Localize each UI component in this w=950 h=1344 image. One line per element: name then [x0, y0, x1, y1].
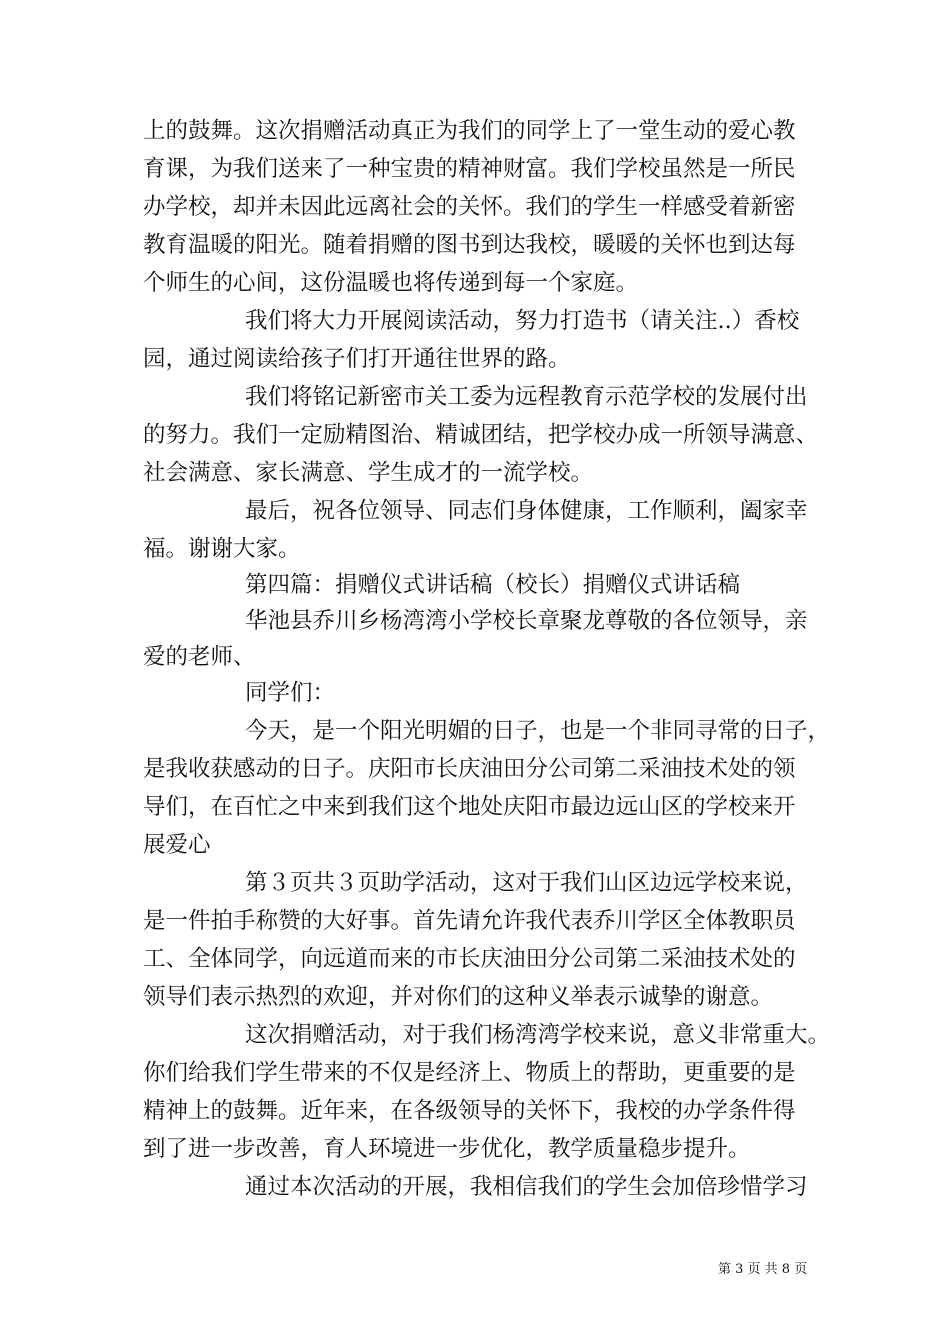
text-line: 到了进一步改善，育人环境进一步优化，教学质量稳步提升。 — [143, 1136, 751, 1162]
text-line: 教育温暖的阳光。随着捐赠的图书到达我校，暖暖的关怀也到达每 — [143, 232, 796, 258]
text-line: 我们将大力开展阅读活动，努力打造书（请关注..）香校 — [245, 308, 800, 334]
text-line: 工、全体同学，向远道而来的市长庆油田分公司第二采油技术处的 — [143, 946, 796, 972]
text-line: 上的鼓舞。这次捐赠活动真正为我们的同学上了一堂生动的爱心教 — [143, 118, 796, 144]
text-line: 是我收获感动的日子。庆阳市长庆油田分公司第二采油技术处的领 — [143, 756, 796, 782]
text-line: 导们，在百忙之中来到我们这个地处庆阳市最边远山区的学校来开 — [143, 794, 796, 820]
text-line: 我们将铭记新密市关工委为远程教育示范学校的发展付出 — [245, 384, 808, 410]
text-line: 育课，为我们送来了一种宝贵的精神财富。我们学校虽然是一所民 — [143, 156, 796, 182]
text-line: 精神上的鼓舞。近年来，在各级领导的关怀下，我校的办学条件得 — [143, 1098, 796, 1124]
text-line: 展爱心 — [143, 832, 211, 858]
text-line: 社会满意、家长满意、学生成才的一流学校。 — [143, 460, 594, 486]
text-line: 今天，是一个阳光明媚的日子，也是一个非同寻常的日子， — [245, 718, 831, 744]
text-line: 个师生的心间，这份温暖也将传递到每一个家庭。 — [143, 270, 639, 296]
text-line: 园，通过阅读给孩子们打开通往世界的路。 — [143, 346, 571, 372]
text-line: 第３页共３页助学活动，这对于我们山区边远学校来说， — [245, 870, 808, 896]
text-line: 是一件拍手称赞的大好事。首先请允许我代表乔川学区全体教职员 — [143, 908, 796, 934]
text-line: 最后，祝各位领导、同志们身体健康，工作顺利，阖家幸 — [245, 498, 808, 524]
text-line: 这次捐赠活动，对于我们杨湾湾学校来说，意义非常重大。 — [245, 1022, 831, 1048]
text-line: 的努力。我们一定励精图治、精诚团结，把学校办成一所领导满意、 — [143, 422, 819, 448]
text-line: 爱的老师、 — [143, 644, 256, 670]
text-line: 福。谢谢大家。 — [143, 536, 301, 562]
text-line: 同学们： — [245, 680, 336, 706]
text-line: 华池县乔川乡杨湾湾小学校长章聚龙尊敬的各位领导，亲 — [245, 608, 808, 634]
text-line: 办学校，却并未因此远离社会的关怀。我们的学生一样感受着新密 — [143, 194, 796, 220]
text-line: 你们给我们学生带来的不仅是经济上、物质上的帮助，更重要的是 — [143, 1060, 796, 1086]
text-line: 通过本次活动的开展，我相信我们的学生会加倍珍惜学习 — [245, 1174, 808, 1200]
section-heading: 第四篇：捐赠仪式讲话稿（校长）捐赠仪式讲话稿 — [245, 572, 741, 598]
text-line: 领导们表示热烈的欢迎，并对你们的这种义举表示诚挚的谢意。 — [143, 984, 774, 1010]
page-number-footer: 第 3 页 共 8 页 — [718, 1262, 808, 1277]
